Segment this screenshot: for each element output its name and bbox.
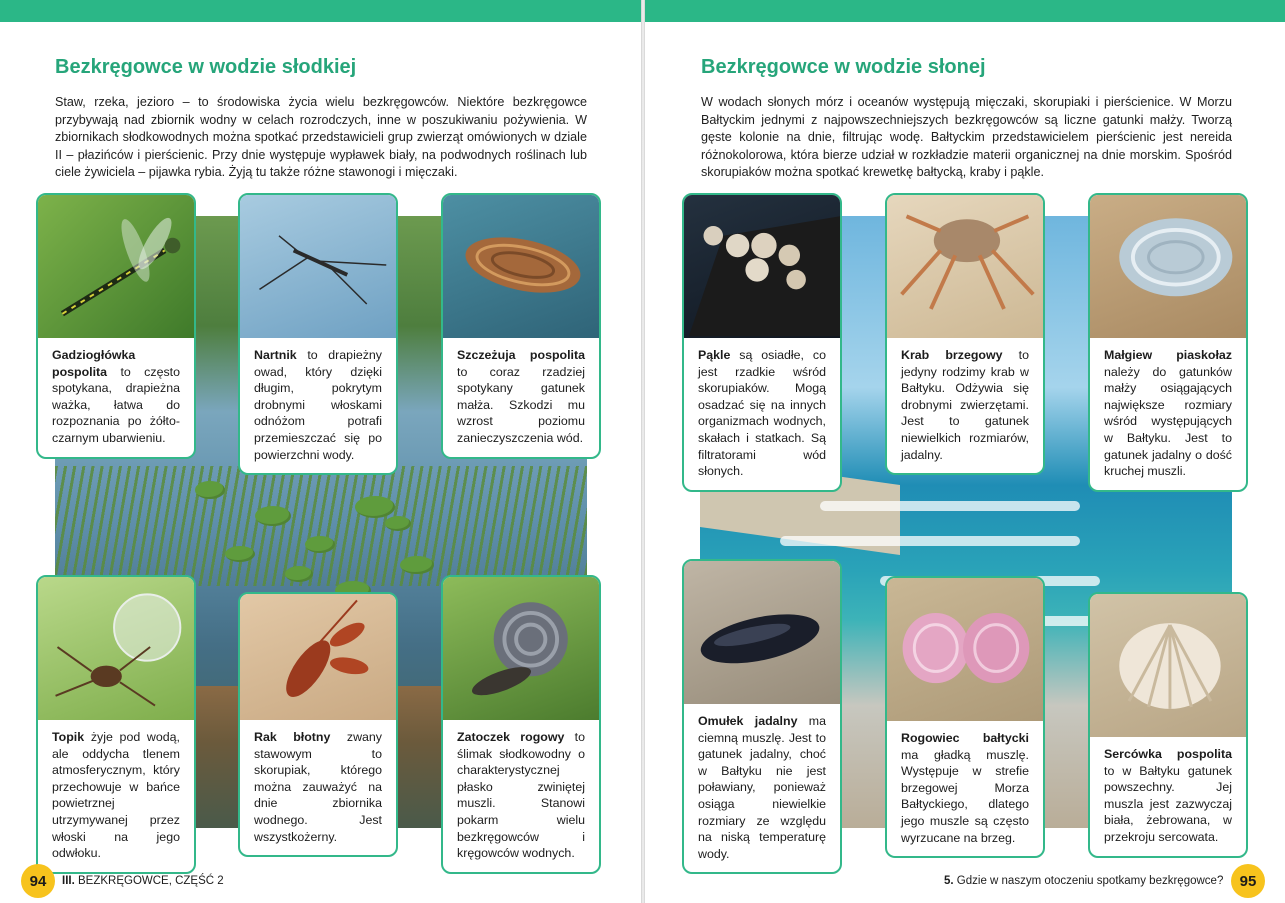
water-spider-photo (38, 577, 194, 720)
species-name: Szczeżuja pospolita (457, 348, 585, 362)
lily-pad (255, 506, 291, 526)
species-desc: zwany stawowym to skorupiak, którego można zauważyć na dnie zbiornika wodnego. Jest wszystkożerny. (254, 730, 382, 844)
card-text (443, 338, 599, 457)
species-desc: to jedyny rodzimy krab w Bałtyku. Odżywia się drobnymi zwierzętami. Jest to gatunek niewielkich rozmiarów, jadalny. (901, 348, 1029, 462)
card-topik (36, 575, 196, 874)
card-gadzioglowka (36, 193, 196, 459)
clam-icon (1090, 195, 1246, 338)
species-desc: to coraz rzadziej spotykany gatunek małża. Szkodzi mu wzrost poziomu zanieczyszczenia wód. (457, 364, 585, 445)
barnacle-icon (684, 195, 840, 338)
page-number-left: 94 (21, 864, 55, 898)
wave-foam (780, 536, 1080, 546)
top-color-bar-right (645, 0, 1285, 22)
snail-icon (443, 577, 599, 720)
card-text (1090, 338, 1246, 490)
species-name: Pąkle (698, 348, 731, 362)
shell-icon (887, 578, 1043, 721)
species-desc: żyje pod wodą, ale oddycha tlenem atmosferycznym, który przechowuje w bańce powietrznej utrzymywanej przez włoski na jego odwłoku. (52, 730, 180, 861)
crayfish-photo (240, 594, 396, 720)
lily-pad (355, 496, 395, 518)
species-desc: to drapieżny owad, który dzięki długim, pokrytym drobnymi włoskami odnóżom potrafi przemieszczać się po powierzchni wody. (254, 348, 382, 462)
footer-section: III. (62, 875, 75, 887)
card-pakle (682, 193, 842, 492)
species-name: Nartnik (254, 348, 297, 362)
card-text (1090, 737, 1246, 856)
card-text (887, 338, 1043, 473)
species-desc: ma gładką muszlę. Występuje w strefie brzegowej Morza Bałtyckiego, dlatego jego muszle są często wyrzucane na brzeg. (901, 747, 1029, 845)
lily-pad (285, 566, 313, 582)
species-desc: są osiadłe, co jest rzadkie wśród skorupiaków. Mogą osadzać się na innych organizmach wodnych, skałach i statkach. Są filtratorami wód słonych. (698, 348, 826, 479)
crab-icon (887, 195, 1043, 338)
spider-icon (38, 577, 194, 720)
baltic-clam-photo (887, 578, 1043, 721)
card-krab (885, 193, 1045, 475)
card-nartnik (238, 193, 398, 475)
water-strider-photo (240, 195, 396, 338)
mussel-icon (443, 195, 599, 338)
card-omulek (682, 559, 842, 874)
dragonfly-photo (38, 195, 194, 338)
species-desc: to ślimak słodkowodny o charakterystycznej płasko zwiniętej muszli. Stanowi pokarm wielu bezkręgowców i kręgowców wodnych. (457, 730, 585, 861)
species-name: Sercówka pospolita (1104, 747, 1232, 761)
barnacles-photo (684, 195, 840, 338)
footer-text: BEZKRĘGOWCE, CZĘŚĆ 2 (77, 875, 224, 887)
reeds-decoration (55, 466, 587, 586)
water-strider-icon (240, 195, 396, 338)
species-name: Gadziogłówka pospolita (52, 348, 136, 379)
species-name: Omułek jadalny (698, 714, 798, 728)
softshell-clam-photo (1090, 195, 1246, 338)
species-name: Rak błotny (254, 730, 331, 744)
footer-section: 5. (944, 875, 954, 887)
card-malgiew (1088, 193, 1248, 492)
species-desc: to często spotykana, drapieżna ważka, łatwa do rozpoznania po żółto-czarnym ubarwieniu. (52, 364, 180, 445)
right-page-title: Bezkręgowce w wodzie słonej (701, 56, 986, 78)
crayfish-icon (240, 594, 396, 720)
species-name: Zatoczek rogowy (457, 730, 565, 744)
blue-mussel-photo (684, 561, 840, 704)
lily-pad (195, 481, 225, 499)
card-text (684, 338, 840, 490)
left-page (0, 0, 641, 903)
species-name: Rogowiec bałtycki (901, 731, 1029, 745)
footer-text: Gdzie w naszym otoczeniu spotkamy bezkręgowce? (956, 875, 1224, 887)
species-name: Topik (52, 730, 85, 744)
left-intro-paragraph: Staw, rzeka, jezioro – to środowiska życia wielu bezkręgowców. Niektóre bezkręgowce przybywają nad zbiornik wodny w celach rozrodczych, inne w poszukiwaniu pożywienia. W zbiornikach słodkowodnych można spotkać przedstawicieli grup zwierząt omówionych w dziale II – płazińców i pierścienic. Przy dnie występuje wypławek biały, na podwodnych roślinach lub ciele żywiciela – pijawka rybia. Żyją tu także różne stawonogi i mięczaki. (55, 95, 587, 179)
species-name: Krab brzegowy (901, 348, 1003, 362)
cockle-icon (1090, 594, 1246, 737)
species-desc: to w Bałtyku gatunek powszechny. Jej muszla jest zazwyczaj biała, żebrowana, w przekroju sercowata. (1104, 763, 1232, 844)
card-text (240, 720, 396, 855)
top-color-bar-left (0, 0, 641, 22)
lily-pad (400, 556, 434, 574)
card-text (38, 338, 194, 457)
card-rak-blotny (238, 592, 398, 857)
species-desc: należy do gatunków małży osiągających największe rozmiary wśród występujących w Bałtyku. Jest to gatunek jadalny o dość kruchej muszli. (1104, 364, 1232, 479)
card-szczezuja (441, 193, 601, 459)
card-text (887, 721, 1043, 856)
page-number-right: 95 (1231, 864, 1265, 898)
cockle-photo (1090, 594, 1246, 737)
swan-mussel-photo (443, 195, 599, 338)
card-zatoczek (441, 575, 601, 874)
mussel-icon (684, 561, 840, 704)
card-rogowiec (885, 576, 1045, 858)
right-footer (944, 875, 1223, 887)
right-intro-paragraph: W wodach słonych mórz i oceanów występują mięczaki, skorupiaki i pierścienice. W Morzu Bałtyckim jednymi z najpowszechniejszych bezkręgowców są liczne gatunki małży. Tworzą gęste kolonie na dnie, filtrując wodę. Bałtyckim przedstawicielem pierścienic jest nereida różnokolorowa, która bierze udział w rozkładzie materii organicznej na dnie morskim. Spośród skorupiaków można spotkać krewetkę bałtycką, kraby i pąkle. (701, 95, 1232, 179)
lily-pad (305, 536, 335, 553)
card-text (443, 720, 599, 872)
lily-pad (225, 546, 255, 562)
left-page-title: Bezkręgowce w wodzie słodkiej (55, 56, 357, 78)
species-desc: ma ciemną muszlę. Jest to gatunek jadalny, choć w Bałtyku nie jest poławiany, ponieważ osiąga niewielkie rozmiary ze względu na niską temperaturę wody. (698, 714, 826, 861)
wave-foam (820, 501, 1080, 511)
dragonfly-icon (38, 195, 194, 338)
species-name: Małgiew piaskołaz (1104, 348, 1232, 362)
crab-photo (887, 195, 1043, 338)
left-footer (62, 875, 224, 887)
card-text (240, 338, 396, 473)
card-text (38, 720, 194, 872)
lily-pad (385, 516, 411, 531)
card-text (684, 704, 840, 872)
ramshorn-snail-photo (443, 577, 599, 720)
card-sercowka (1088, 592, 1248, 858)
